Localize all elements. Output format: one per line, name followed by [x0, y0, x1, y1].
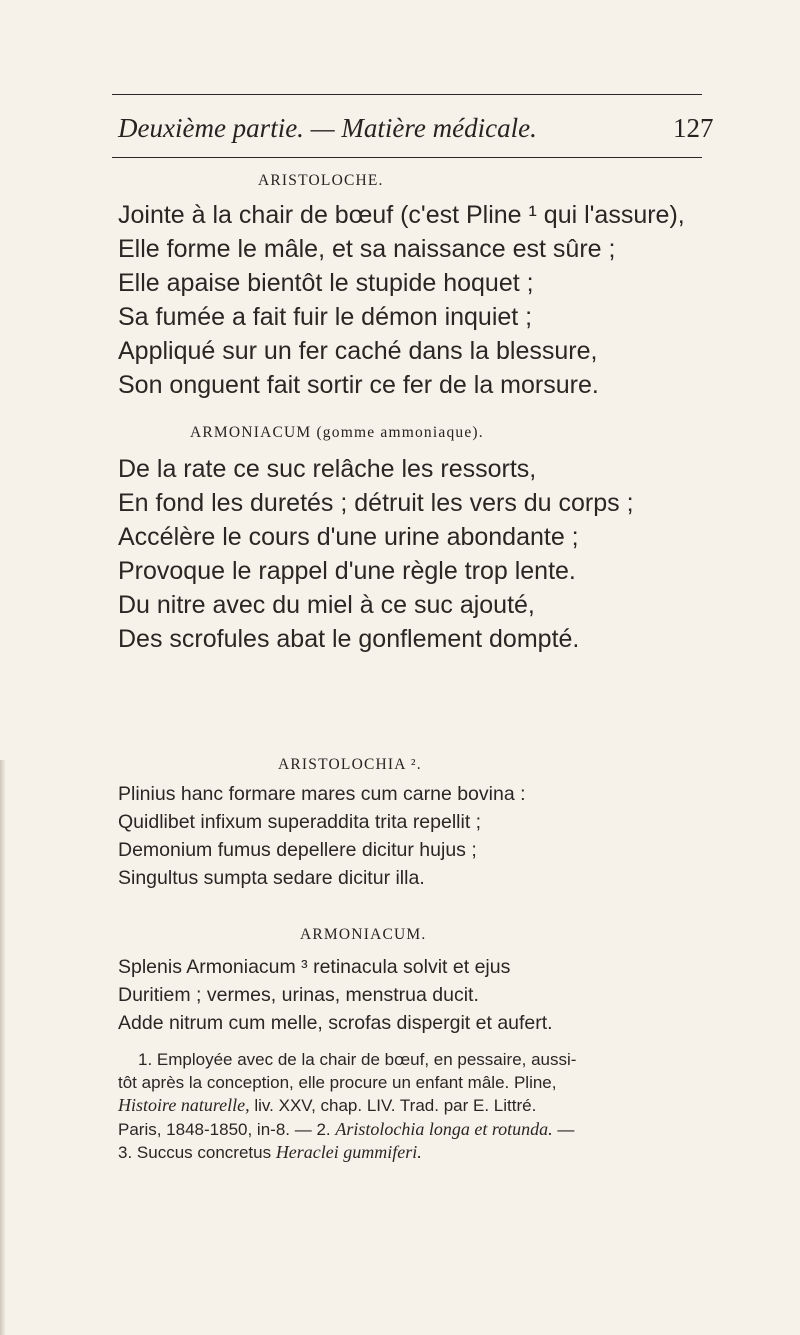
verse-line: Accélère le cours d'une urine abondante ; — [118, 523, 579, 551]
footnote-text: liv. XXV, chap. LIV. Trad. par E. Littré. — [249, 1096, 537, 1115]
footnote-line — [118, 1118, 718, 1142]
verse-aristolochia — [118, 780, 526, 892]
verse-armoniacum-la — [118, 953, 553, 1037]
footnotes — [118, 1049, 718, 1165]
verse-line: Sa fumée a fait fuir le démon inquiet ; — [118, 303, 533, 331]
verse-line: Elle forme le mâle, et sa naissance est sûre ; — [118, 235, 616, 263]
footnote-italic: Heraclei gummiferi. — [275, 1142, 422, 1162]
verse-line: Demonium fumus depellere dicitur hujus ; — [118, 839, 477, 861]
verse-line: Son onguent fait sortir ce fer de la morsure. — [118, 371, 599, 399]
verse-line: De la rate ce suc relâche les ressorts, — [118, 455, 537, 483]
verse-armoniacum-fr — [118, 452, 634, 656]
section-title-armoniacum-la: ARMONIACUM. — [300, 926, 427, 943]
verse-line: Splenis Armoniacum ³ retinacula solvit et ejus — [118, 956, 511, 978]
verse-line: Plinius hanc formare mares cum carne bovina : — [118, 783, 526, 805]
verse-line: En fond les duretés ; détruit les vers du corps ; — [118, 489, 634, 517]
section-title-aristolochia: ARISTOLOCHIA ². — [278, 756, 422, 773]
verse-aristoloche — [118, 198, 685, 402]
verse-line: Des scrofules abat le gonflement dompté. — [118, 625, 580, 653]
verse-line: Du nitre avec du miel à ce suc ajouté, — [118, 591, 535, 619]
footnote-line: 1. Employée avec de la chair de bœuf, en pessaire, aussi- — [138, 1050, 577, 1069]
page-number: 127 — [673, 113, 714, 143]
verse-line: Singultus sumpta sedare dicitur illa. — [118, 867, 425, 889]
verse-line: Appliqué sur un fer caché dans la blessure, — [118, 337, 598, 365]
running-head — [118, 108, 714, 148]
header-rule-bottom — [112, 157, 702, 158]
verse-line: Elle apaise bientôt le stupide hoquet ; — [118, 269, 534, 297]
running-title: Deuxième partie. — Matière médicale. — [118, 113, 537, 143]
verse-line: Provoque le rappel d'une règle trop lente. — [118, 557, 576, 585]
footnote-italic: Aristolochia longa et rotunda. — [335, 1118, 553, 1139]
header-rule-top — [112, 94, 702, 95]
page-edge-shadow — [0, 760, 6, 1335]
verse-line: Quidlibet infixum superaddita trita repellit ; — [118, 811, 482, 833]
footnote-line — [118, 1094, 718, 1118]
verse-line: Duritiem ; vermes, urinas, menstrua ducit. — [118, 984, 479, 1006]
footnote-line — [118, 1141, 718, 1165]
footnote-line: tôt après la conception, elle procure un enfant mâle. Pline, — [118, 1072, 557, 1092]
footnote-text: Paris, 1848-1850, in-8. — 2. — [118, 1119, 336, 1139]
footnote-text: 3. Succus concretus — [118, 1143, 276, 1162]
footnote-text: — — [552, 1119, 575, 1139]
footnote-italic: Histoire naturelle, — [118, 1095, 250, 1115]
section-title-armoniacum-fr: ARMONIACUM (gomme ammoniaque). — [190, 424, 484, 441]
verse-line: Jointe à la chair de bœuf (c'est Pline ¹ qui l'assure), — [118, 201, 685, 229]
section-title-aristoloche: ARISTOLOCHE. — [258, 172, 384, 189]
verse-line: Adde nitrum cum melle, scrofas dispergit et aufert. — [118, 1012, 553, 1034]
